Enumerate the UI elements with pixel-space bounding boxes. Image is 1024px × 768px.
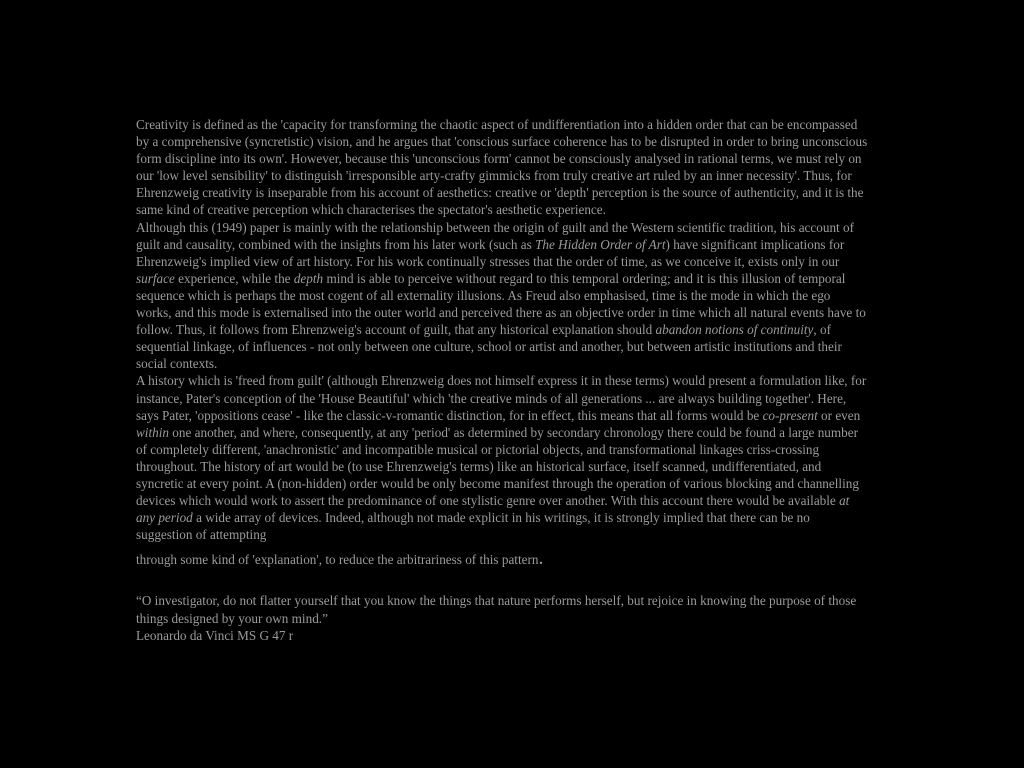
emphasis-surface: surface [136,270,175,286]
paragraph-freed-from-guilt [136,372,868,543]
paragraph-history-text-4: mind is able to perceive without regard to this temporal ordering; and it is this illusion of temporal sequence which is perhaps the most cogent of all externality illusions. As Freud also emphasised, time is the mode in which the ego works, and this mode is externalised into the outer world and perceived there as an objective order in time which all natural events have to follow. Thus, it follows from Ehrenzweig's account of guilt, that any historical explanation should [136,270,866,338]
paragraph-history-text-5: , of sequential linkage, of influences - not only between one culture, school or artist and another, but between artistic institutions and their social contexts. [136,322,842,372]
book-title-hidden-order: The Hidden Order of Art [535,236,666,252]
paragraph-freed-text-3: one another, and where, consequently, at any 'period' as determined by secondary chronology there could be found a large number of completely different, 'anachronistic' and incompatible musical or pictorial objects, and transformational linkages criss-crossing throughout. The history of art would be (to use Ehrenzweig's terms) like an historical surface, itself scanned, undifferentiated, and syncretic at every point. A (non-hidden) order would be only become manifest through the operation of various blocking and channelling devices which would work to assert the predominance of one stylistic genre over another. With this account there would be available [136,424,859,509]
paragraph-history-text-3: experience, while the [174,270,294,286]
paragraph-creativity-text: Creativity is defined as the 'capacity for transforming the chaotic aspect of undifferentiation into a hidden order that can be encompassed by a comprehensive (syncretistic) vision, and he argues that 'conscious surface coherence has to be disrupted in order to bring unconscious form discipline into its own'. However, because this 'unconscious form' cannot be consciously analysed in rational terms, we must rely on our 'low level sensibility' to distinguish 'irresponsible arty-crafty gimmicks from truly creative art ruled by an inner necessity'. Thus, for Ehrenzweig creativity is inseparable from his account of aesthetics: creative or 'depth' perception is the source of authenticity, and it is the same kind of creative perception which characterises the spectator's aesthetic experience. [136,117,868,218]
paragraph-final-line [136,547,868,570]
emphasis-at-any-period: at any period [136,493,850,526]
paragraph-freed-text-2: or even [817,407,861,423]
emphasis-depth: depth [293,270,324,286]
paragraph-history-guilt [136,219,868,373]
paragraph-history-text-1: Although this (1949) paper is mainly with the relationship between the origin of guilt and the Western scientific tradition, his account of guilt and causality, combined with the insights from his later work (such as [136,219,854,252]
paragraph-creativity [136,116,868,219]
emphasis-abandon-continuity: abandon notions of continuity [655,322,814,338]
quote-text: “O investigator, do not flatter yourself that you know the things that nature performs herself, but rejoice in knowing the purpose of those things designed by your own mind.” [136,593,857,626]
emphasis-within: within [136,424,169,440]
final-period: . [538,547,544,570]
paragraph-final-text: through some kind of 'explanation', to reduce the arbitrariness of this pattern [136,552,539,568]
paragraph-history-text-2: ) have significant implications for Ehrenzweig's implied view of art history. For his work continually stresses that the order of time, as we conceive it, exists only in our [136,236,845,269]
emphasis-co-present: co-present [762,407,818,423]
leonardo-quote [136,592,868,643]
paragraph-freed-text-4: a wide array of devices. Indeed, although not made explicit in his writings, it is strongly implied that there can be no suggestion of attempting [136,510,810,543]
document-body [136,116,868,644]
paragraph-freed-text-1: A history which is 'freed from guilt' (although Ehrenzweig does not himself express it in these terms) would present a formulation like, for instance, Pater's conception of the 'House Beautiful' which 'the creative minds of all generations ... are always building together'. Here, says Pater, 'oppositions cease' - like the classic-v-romantic distinction, for in effect, this means that all forms would be [136,373,867,423]
quote-source: Leonardo da Vinci MS G 47 r [136,627,294,643]
